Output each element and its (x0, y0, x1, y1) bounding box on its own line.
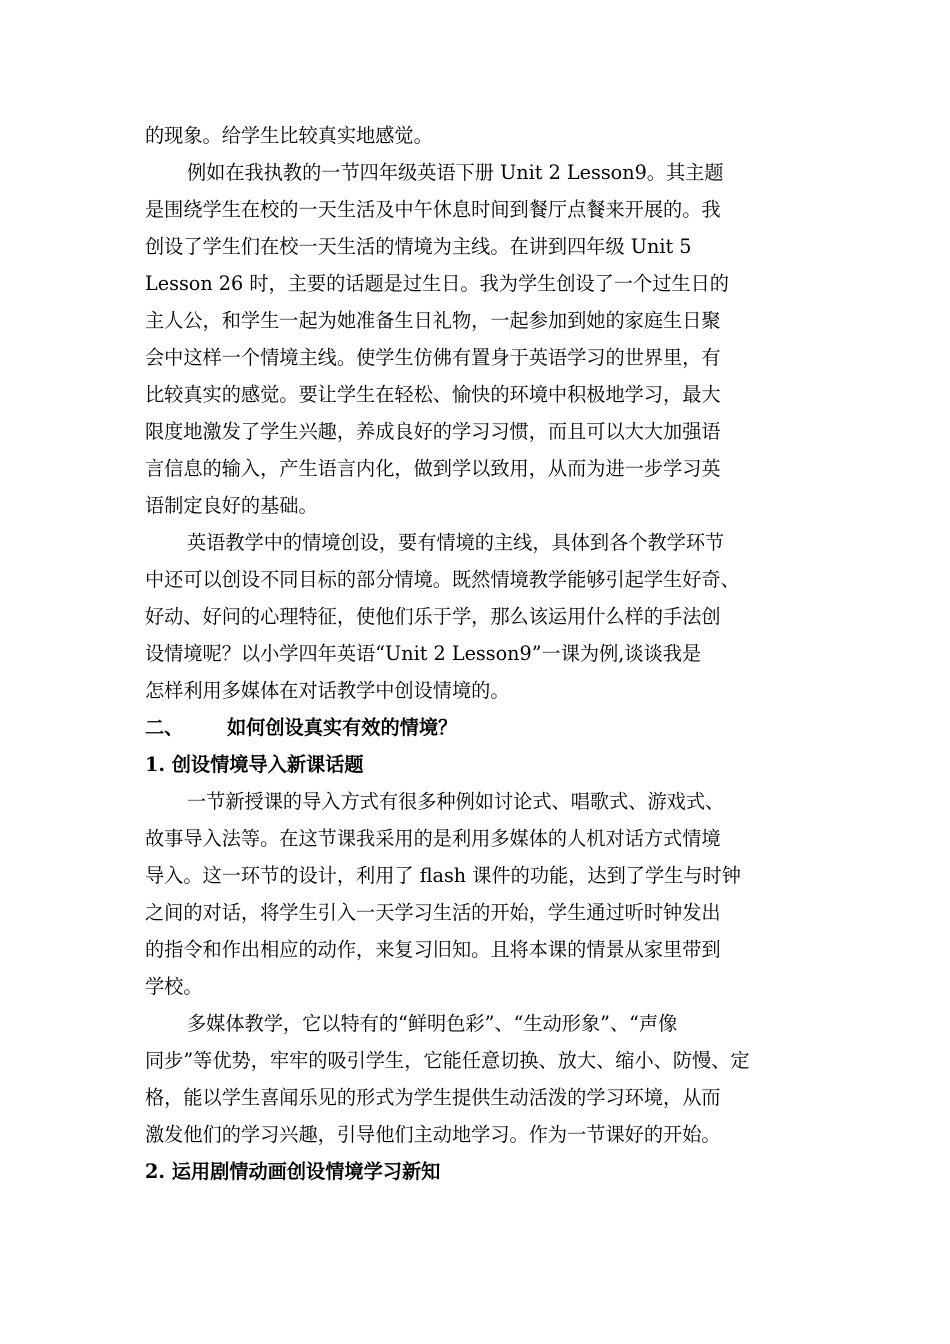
paragraph-line: 会中这样一个情境主线。使学生仿佛有置身于英语学习的世界里，有 (145, 346, 721, 369)
paragraph-line: 之间的对话，将学生引入一天学习生活的开始，学生通过听时钟发出 (145, 901, 721, 924)
paragraph-line: 例如在我执教的一节四年级英语下册 Unit 2 Lesson9。其主题 (187, 161, 724, 184)
section-heading-number: 二、 (145, 716, 184, 739)
paragraph-line: 设情境呢？以小学四年英语“Unit 2 Lesson9”一课为例,谈谈我是 (145, 642, 702, 665)
paragraph-line: Lesson 26 时，主要的话题是过生日。我为学生创设了一个过生日的 (145, 272, 729, 295)
paragraph-line: 语制定良好的基础。 (145, 494, 318, 517)
paragraph-line: 比较真实的感觉。要让学生在轻松、愉快的环境中积极地学习，最大 (145, 383, 721, 406)
paragraph-line: 的指令和作出相应的动作，来复习旧知。且将本课的情景从家里带到 (145, 938, 721, 961)
paragraph-line: 格，能以学生喜闻乐见的形式为学生提供生动活泼的学习环境，从而 (145, 1086, 721, 1109)
paragraph-line: 多媒体教学，它以特有的“鲜明色彩”、“生动形象”、“声像 (187, 1012, 678, 1035)
paragraph-line: 故事导入法等。在这节课我采用的是利用多媒体的人机对话方式情境 (145, 827, 721, 850)
paragraph-line: 的现象。给学生比较真实地感觉。 (145, 124, 433, 147)
paragraph-line: 学校。 (145, 975, 203, 998)
paragraph-line: 是围绕学生在校的一天生活及中午休息时间到餐厅点餐来开展的。我 (145, 198, 721, 221)
section-heading (145, 710, 810, 746)
paragraph-line: 英语教学中的情境创设，要有情境的主线，具体到各个教学环节 (187, 531, 725, 554)
paragraph-line: 限度地激发了学生兴趣，养成良好的学习习惯，而且可以大大加强语 (145, 420, 721, 443)
paragraph-line: 好动、好问的心理特征，使他们乐于学，那么该运用什么样的手法创 (145, 605, 721, 628)
paragraph-line: 一节新授课的导入方式有很多种例如讨论式、唱歌式、游戏式、 (187, 790, 725, 813)
paragraph-line: 言信息的输入，产生语言内化，做到学以致用，从而为进一步学习英 (145, 457, 721, 480)
paragraph-line: 中还可以创设不同目标的部分情境。既然情境教学能够引起学生好奇、 (145, 568, 740, 591)
paragraph-line: 创设了学生们在校一天生活的情境为主线。在讲到四年级 Unit 5 (145, 235, 692, 258)
paragraph-line: 激发他们的学习兴趣，引导他们主动地学习。作为一节课好的开始。 (145, 1123, 721, 1146)
subsection-heading: 2. 运用剧情动画创设情境学习新知 (145, 1160, 441, 1183)
paragraph-line: 同步”等优势，牢牢的吸引学生，它能任意切换、放大、缩小、防慢、定 (145, 1049, 750, 1072)
paragraph-line: 导入。这一环节的设计，利用了 flash 课件的功能，达到了学生与时钟 (145, 864, 741, 887)
subsection-heading: 1. 创设情境导入新课话题 (145, 753, 364, 776)
paragraph-line: 怎样利用多媒体在对话教学中创设情境的。 (145, 679, 510, 702)
paragraph-line: 主人公，和学生一起为她准备生日礼物，一起参加到她的家庭生日聚 (145, 309, 721, 332)
section-heading-text: 如何创设真实有效的情境？ (227, 716, 458, 739)
